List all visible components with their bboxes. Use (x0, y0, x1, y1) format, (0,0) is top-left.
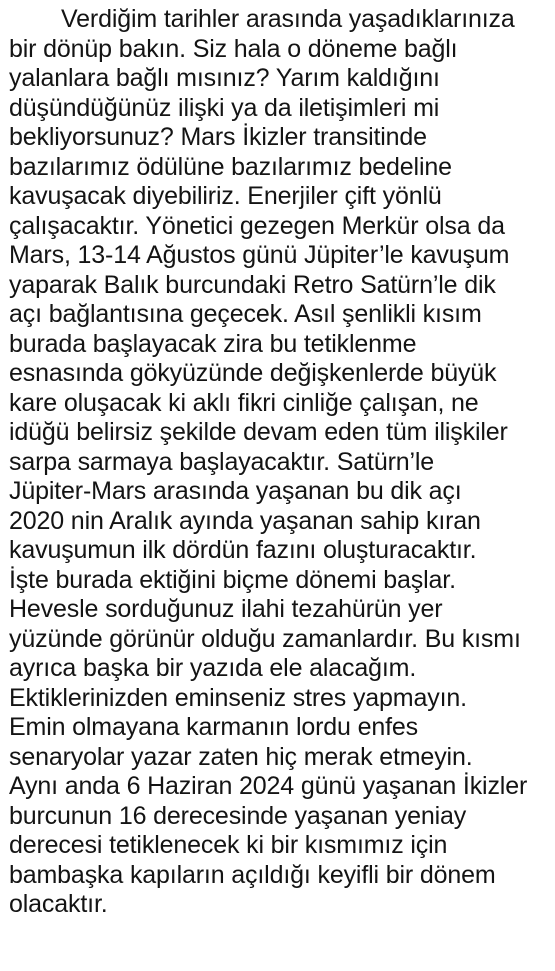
paragraph-line: yüzünde görünür olduğu zamanlardır. Bu kısmı (9, 624, 521, 653)
paragraph-line: yaparak Balık burcundaki Retro Satürn’le dik (9, 270, 496, 299)
paragraph-line: derecesi tetiklenecek ki bir kısmımız için (9, 831, 448, 859)
paragraph-line: burada başlayacak zira bu tetiklenme (9, 329, 417, 358)
paragraph-line: 2020 nin Aralık ayında yaşanan sahip kıran (9, 506, 481, 535)
paragraph-line: olacaktır. (9, 890, 108, 918)
paragraph-line: Ektiklerinizden eminseniz stres yapmayın. (9, 683, 467, 712)
paragraph-line: idüğü belirsiz şekilde devam eden tüm ilişkiler (9, 418, 508, 446)
paragraph-line: Aynı anda 6 Haziran 2024 günü yaşanan İkizler (9, 772, 528, 800)
paragraph-line: düşündüğünüz ilişki ya da iletişimleri mi (9, 93, 440, 122)
paragraph-line: senaryolar yazar zaten hiç merak etmeyin. (9, 742, 473, 771)
paragraph-line: esnasında gökyüzünde değişkenlerde büyük (9, 359, 497, 387)
paragraph-line: bambaşka kapıların açıldığı keyifli bir dönem (9, 860, 496, 889)
paragraph-line: kare oluşacak ki aklı fikri cinliğe çalışan, ne (9, 388, 479, 417)
paragraph-line: sarpa sarmaya başlayacaktır. Satürn’le (9, 447, 435, 476)
paragraph-line: bekliyorsunuz? Mars İkizler transitinde (9, 123, 427, 151)
paragraph-line: Emin olmayana karmanın lordu enfes (9, 713, 418, 741)
paragraph-line: yalanlara bağlı mısınız? Yarım kaldığını (9, 64, 440, 92)
paragraph-line: çalışacaktır. Yönetici gezegen Merkür olsa da (9, 211, 505, 240)
paragraph-line: bir dönüp bakın. Siz hala o döneme bağlı (9, 34, 458, 63)
paragraph-line: Jüpiter-Mars arasında yaşanan bu dik açı (9, 477, 462, 505)
paragraph-line: kavuşacak diyebiliriz. Enerjiler çift yönlü (9, 182, 442, 210)
paragraph-line: bazılarımız ödülüne bazılarımız bedeline (9, 152, 452, 181)
paragraph-line: ayrıca başka bir yazıda ele alacağım. (9, 654, 417, 682)
article-paragraph (9, 5, 551, 920)
paragraph-line: Verdiğim tarihler arasında yaşadıklarınıza (61, 5, 515, 33)
paragraph-line: İşte burada ektiğini biçme dönemi başlar. (9, 565, 456, 594)
paragraph-line: Mars, 13-14 Ağustos günü Jüpiter’le kavuşum (9, 241, 510, 269)
paragraph-line: kavuşumun ilk dördün fazını oluşturacaktır. (9, 536, 477, 564)
paragraph-line: açı bağlantısına geçecek. Asıl şenlikli kısım (9, 300, 482, 328)
paragraph-line: Hevesle sorduğunuz ilahi tezahürün yer (9, 595, 443, 623)
paragraph-line: burcunun 16 derecesinde yaşanan yeniay (9, 801, 467, 830)
